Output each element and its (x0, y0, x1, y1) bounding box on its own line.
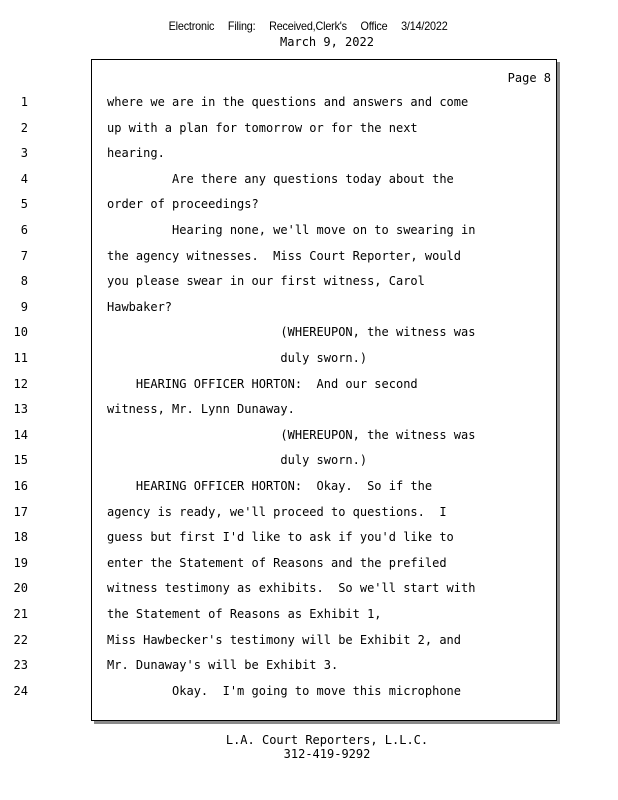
transcript-line (0, 505, 560, 523)
reporter-company: L.A. Court Reporters, L.L.C. (225, 733, 429, 747)
transcript-line (0, 121, 560, 139)
line-number: 3 (20, 146, 28, 161)
line-number: 13 (13, 402, 28, 417)
transcript-line (0, 530, 560, 548)
filing-stamp-part: Received,Clerk's (269, 19, 347, 33)
transcript-line (0, 607, 560, 625)
line-text: witness, Mr. Lynn Dunaway. (107, 402, 295, 417)
transcript-line (0, 428, 560, 446)
transcript-line (0, 249, 560, 267)
transcript-line (0, 453, 560, 471)
transcript-line (0, 325, 560, 343)
line-number: 15 (13, 453, 28, 468)
line-number: 2 (20, 120, 28, 135)
filing-stamp (30, 19, 586, 33)
line-text: Are there any questions today about the (107, 171, 454, 186)
filing-stamp-part: Filing: (227, 19, 256, 33)
line-number: 10 (13, 325, 28, 340)
line-text: you please swear in our first witness, Carol (107, 274, 425, 289)
line-text: duly sworn.) (107, 453, 368, 468)
line-number: 16 (13, 479, 28, 493)
transcript-line (0, 172, 560, 190)
transcript-line (0, 146, 560, 164)
line-text: order of proceedings? (107, 197, 259, 212)
line-number: 9 (20, 299, 28, 314)
line-text: HEARING OFFICER HORTON: And our second (107, 376, 418, 391)
line-text: witness testimony as exhibits. So we'll start with (107, 581, 476, 596)
line-text: enter the Statement of Reasons and the prefiled (107, 555, 447, 570)
transcript-line (0, 95, 560, 113)
transcript-line (0, 684, 560, 702)
line-text: Hearing none, we'll move on to swearing in (107, 223, 476, 237)
line-number: 6 (20, 223, 28, 237)
line-text: duly sworn.) (107, 351, 368, 365)
transcript-line (0, 658, 560, 676)
transcript-line (0, 197, 560, 215)
line-number: 12 (13, 376, 28, 391)
line-text: Hawbaker? (107, 299, 173, 314)
transcript-line (0, 300, 560, 318)
line-number: 23 (13, 658, 28, 673)
transcript-line (0, 274, 560, 292)
line-number: 7 (20, 248, 28, 263)
line-text: the agency witnesses. Miss Court Reporter, would (107, 248, 462, 263)
reporter-phone: 312-419-9292 (283, 747, 371, 761)
line-text: Okay. I'm going to move this microphone (107, 683, 462, 698)
transcript-line (0, 479, 560, 497)
transcript-line (0, 633, 560, 651)
transcript-line (0, 581, 560, 599)
line-text: agency is ready, we'll proceed to questions. I (107, 504, 447, 519)
line-text: up with a plan for tomorrow or for the next (107, 120, 418, 135)
transcript-line (0, 377, 560, 395)
line-text: Miss Hawbecker's testimony will be Exhibit 2, and (107, 632, 462, 647)
transcript-date: March 9, 2022 (280, 35, 374, 49)
line-number: 4 (20, 171, 28, 186)
line-text: where we are in the questions and answers and come (107, 95, 469, 109)
line-text: (WHEREUPON, the witness was (107, 427, 476, 442)
line-text: (WHEREUPON, the witness was (107, 325, 476, 340)
transcript-line (0, 351, 560, 369)
line-text: the Statement of Reasons as Exhibit 1, (107, 607, 382, 621)
line-text: Mr. Dunaway's will be Exhibit 3. (107, 658, 339, 673)
page-number: Page 8 (507, 71, 551, 85)
line-number: 20 (13, 581, 28, 596)
line-number: 5 (20, 197, 28, 212)
line-number: 17 (13, 504, 28, 519)
line-number: 21 (13, 607, 28, 621)
transcript-line (0, 402, 560, 420)
line-number: 1 (20, 95, 28, 109)
filing-stamp-part: Electronic (168, 19, 215, 33)
line-text: guess but first I'd like to ask if you'd like to (107, 530, 454, 545)
line-number: 22 (13, 632, 28, 647)
line-number: 24 (13, 683, 28, 698)
line-text: HEARING OFFICER HORTON: Okay. So if the (107, 479, 433, 493)
line-number: 8 (20, 274, 28, 289)
line-number: 18 (13, 530, 28, 545)
filing-stamp-part: 3/14/2022 (401, 19, 448, 33)
line-text: hearing. (107, 146, 165, 161)
line-number: 19 (13, 555, 28, 570)
transcript-line (0, 556, 560, 574)
filing-stamp-part: Office (360, 19, 388, 33)
line-number: 14 (13, 427, 28, 442)
transcript-line (0, 223, 560, 241)
line-number: 11 (13, 351, 28, 365)
